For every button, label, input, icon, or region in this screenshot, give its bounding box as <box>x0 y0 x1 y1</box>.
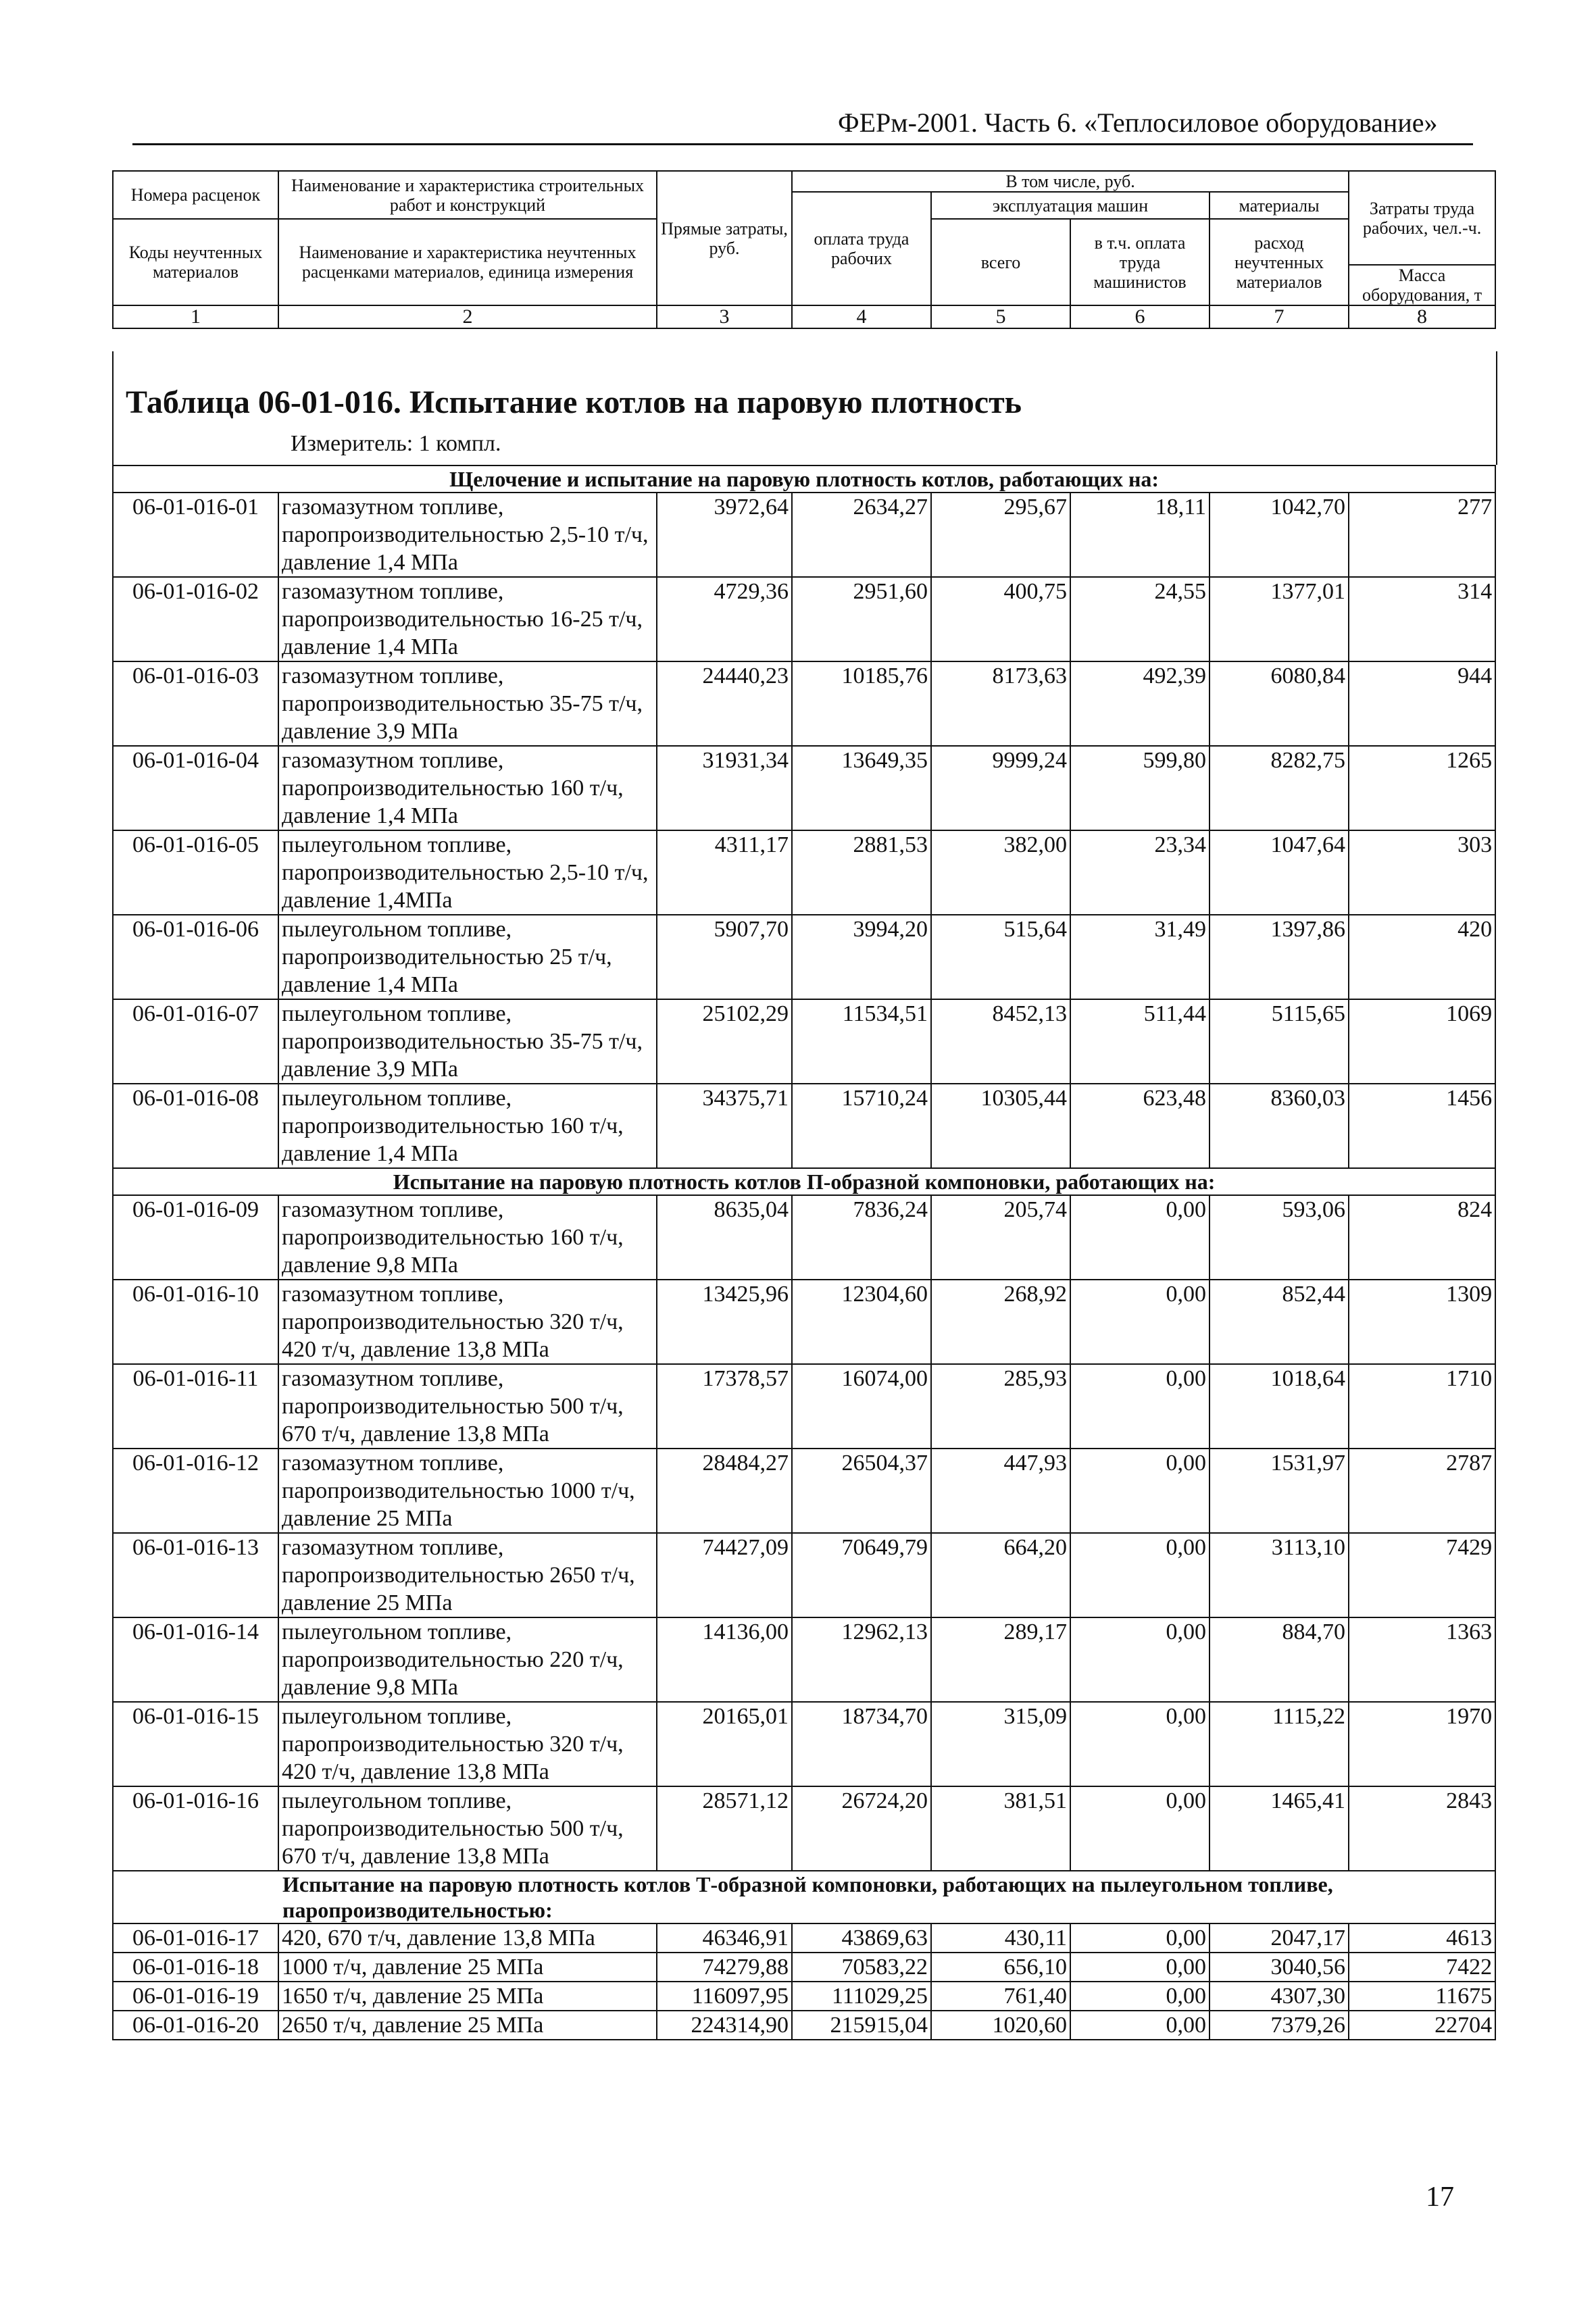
machine-costs: 295,67 <box>931 493 1070 577</box>
machine-costs: 664,20 <box>931 1533 1070 1617</box>
rate-code: 06-01-016-16 <box>113 1786 278 1871</box>
machinist-pay: 0,00 <box>1070 1533 1210 1617</box>
material-costs: 1042,70 <box>1210 493 1349 577</box>
section-row <box>113 466 1495 493</box>
machine-costs: 289,17 <box>931 1617 1070 1702</box>
material-costs: 7379,26 <box>1210 2011 1349 2040</box>
page-header: ФЕРм-2001. Часть 6. «Теплосиловое оборудование» <box>838 107 1438 138</box>
machinist-pay: 0,00 <box>1070 1195 1210 1280</box>
direct-costs: 25102,29 <box>657 999 792 1084</box>
machinist-pay: 0,00 <box>1070 1786 1210 1871</box>
material-costs: 1018,64 <box>1210 1364 1349 1449</box>
machine-costs: 1020,60 <box>931 2011 1070 2040</box>
section-title: Испытание на паровую плотность котлов П-образной компоновки, работающих на: <box>113 1168 1495 1195</box>
table-row <box>113 999 1495 1084</box>
worker-pay: 2951,60 <box>792 577 931 661</box>
worker-pay: 70649,79 <box>792 1533 931 1617</box>
header-labor: Затраты труда рабочих, чел.-ч. <box>1349 171 1495 265</box>
rate-code: 06-01-016-03 <box>113 661 278 746</box>
rate-code: 06-01-016-14 <box>113 1617 278 1702</box>
rates-table <box>112 465 1496 2040</box>
labor-hours: 4613 <box>1349 1923 1495 1953</box>
work-description: пылеугольном топливе, паропроизводительностью 35-75 т/ч, давление 3,9 МПа <box>278 999 657 1084</box>
labor-hours: 1970 <box>1349 1702 1495 1786</box>
work-description: газомазутном топливе, паропроизводительностью 320 т/ч, 420 т/ч, давление 13,8 МПа <box>278 1280 657 1364</box>
table-row <box>113 1449 1495 1533</box>
machine-costs: 268,92 <box>931 1280 1070 1364</box>
machinist-pay: 18,11 <box>1070 493 1210 577</box>
worker-pay: 12304,60 <box>792 1280 931 1364</box>
machinist-pay: 599,80 <box>1070 746 1210 830</box>
section-title: Испытание на паровую плотность котлов Т-образной компоновки, работающих на пылеугольном топливе, паропроизводительностью: <box>113 1871 1495 1923</box>
worker-pay: 12962,13 <box>792 1617 931 1702</box>
rate-code: 06-01-016-06 <box>113 915 278 999</box>
machinist-pay: 492,39 <box>1070 661 1210 746</box>
labor-hours: 420 <box>1349 915 1495 999</box>
worker-pay: 43869,63 <box>792 1923 931 1953</box>
worker-pay: 215915,04 <box>792 2011 931 2040</box>
material-costs: 1377,01 <box>1210 577 1349 661</box>
section-row <box>113 1168 1495 1195</box>
column-number: 5 <box>931 305 1070 328</box>
work-description: пылеугольном топливе, паропроизводительностью 320 т/ч, 420 т/ч, давление 13,8 МПа <box>278 1702 657 1786</box>
column-number: 8 <box>1349 305 1495 328</box>
direct-costs: 3972,64 <box>657 493 792 577</box>
table-row <box>113 1195 1495 1280</box>
table-row <box>113 1533 1495 1617</box>
labor-hours: 2787 <box>1349 1449 1495 1533</box>
material-costs: 8360,03 <box>1210 1084 1349 1168</box>
labor-hours: 824 <box>1349 1195 1495 1280</box>
work-description: газомазутном топливе, паропроизводительностью 500 т/ч, 670 т/ч, давление 13,8 МПа <box>278 1364 657 1449</box>
rate-code: 06-01-016-11 <box>113 1364 278 1449</box>
machinist-pay: 0,00 <box>1070 1702 1210 1786</box>
labor-hours: 7429 <box>1349 1533 1495 1617</box>
work-description: 1650 т/ч, давление 25 МПа <box>278 1982 657 2011</box>
material-costs: 1397,86 <box>1210 915 1349 999</box>
direct-costs: 20165,01 <box>657 1702 792 1786</box>
machinist-pay: 623,48 <box>1070 1084 1210 1168</box>
table-row <box>113 1953 1495 1982</box>
machine-costs: 8173,63 <box>931 661 1070 746</box>
machinist-pay: 0,00 <box>1070 2011 1210 2040</box>
worker-pay: 3994,20 <box>792 915 931 999</box>
rate-code: 06-01-016-12 <box>113 1449 278 1533</box>
column-number: 7 <box>1210 305 1349 328</box>
table-row <box>113 577 1495 661</box>
machine-costs: 205,74 <box>931 1195 1070 1280</box>
material-costs: 852,44 <box>1210 1280 1349 1364</box>
work-description: газомазутном топливе, паропроизводительностью 2,5-10 т/ч, давление 1,4 МПа <box>278 493 657 577</box>
worker-pay: 11534,51 <box>792 999 931 1084</box>
direct-costs: 5907,70 <box>657 915 792 999</box>
work-description: газомазутном топливе, паропроизводительностью 35-75 т/ч, давление 3,9 МПа <box>278 661 657 746</box>
material-costs: 6080,84 <box>1210 661 1349 746</box>
worker-pay: 26724,20 <box>792 1786 931 1871</box>
labor-hours: 11675 <box>1349 1982 1495 2011</box>
labor-hours: 1456 <box>1349 1084 1495 1168</box>
labor-hours: 303 <box>1349 830 1495 915</box>
direct-costs: 24440,23 <box>657 661 792 746</box>
machinist-pay: 0,00 <box>1070 1280 1210 1364</box>
machine-costs: 381,51 <box>931 1786 1070 1871</box>
work-description: пылеугольном топливе, паропроизводительностью 2,5-10 т/ч, давление 1,4МПа <box>278 830 657 915</box>
header-machine-total: всего <box>931 219 1070 305</box>
header-materials: материалы <box>1210 192 1349 219</box>
direct-costs: 34375,71 <box>657 1084 792 1168</box>
column-number: 1 <box>113 305 278 328</box>
worker-pay: 111029,25 <box>792 1982 931 2011</box>
rate-code: 06-01-016-07 <box>113 999 278 1084</box>
table-row <box>113 493 1495 577</box>
labor-hours: 1309 <box>1349 1280 1495 1364</box>
work-description: 1000 т/ч, давление 25 МПа <box>278 1953 657 1982</box>
work-description: газомазутном топливе, паропроизводительностью 2650 т/ч, давление 25 МПа <box>278 1533 657 1617</box>
header-material-usage: расход неучтенных материалов <box>1210 219 1349 305</box>
machine-costs: 10305,44 <box>931 1084 1070 1168</box>
work-description: пылеугольном топливе, паропроизводительностью 500 т/ч, 670 т/ч, давление 13,8 МПа <box>278 1786 657 1871</box>
rate-code: 06-01-016-05 <box>113 830 278 915</box>
table-row <box>113 1923 1495 1953</box>
machinist-pay: 31,49 <box>1070 915 1210 999</box>
direct-costs: 74279,88 <box>657 1953 792 1982</box>
table-row <box>113 915 1495 999</box>
table-row <box>113 1702 1495 1786</box>
rate-code: 06-01-016-15 <box>113 1702 278 1786</box>
rate-code: 06-01-016-20 <box>113 2011 278 2040</box>
material-costs: 1047,64 <box>1210 830 1349 915</box>
header-machinist-pay: в т.ч. оплата труда машинистов <box>1070 219 1210 305</box>
direct-costs: 46346,91 <box>657 1923 792 1953</box>
work-description: газомазутном топливе, паропроизводительностью 160 т/ч, давление 9,8 МПа <box>278 1195 657 1280</box>
table-row <box>113 661 1495 746</box>
table-row <box>113 1364 1495 1449</box>
direct-costs: 116097,95 <box>657 1982 792 2011</box>
header-rate-numbers: Номера расценок <box>113 171 278 219</box>
column-number: 4 <box>792 305 931 328</box>
machine-costs: 515,64 <box>931 915 1070 999</box>
machinist-pay: 23,34 <box>1070 830 1210 915</box>
labor-hours: 1265 <box>1349 746 1495 830</box>
header-including: В том числе, руб. <box>792 171 1349 192</box>
rate-code: 06-01-016-04 <box>113 746 278 830</box>
table-row <box>113 1280 1495 1364</box>
material-costs: 593,06 <box>1210 1195 1349 1280</box>
column-number: 3 <box>657 305 792 328</box>
direct-costs: 17378,57 <box>657 1364 792 1449</box>
material-costs: 4307,30 <box>1210 1982 1349 2011</box>
rate-code: 06-01-016-09 <box>113 1195 278 1280</box>
table-row <box>113 746 1495 830</box>
material-costs: 8282,75 <box>1210 746 1349 830</box>
table-row <box>113 1084 1495 1168</box>
direct-costs: 13425,96 <box>657 1280 792 1364</box>
machinist-pay: 0,00 <box>1070 1923 1210 1953</box>
labor-hours: 277 <box>1349 493 1495 577</box>
machinist-pay: 24,55 <box>1070 577 1210 661</box>
table-title-block <box>112 351 1497 465</box>
rate-code: 06-01-016-17 <box>113 1923 278 1953</box>
machinist-pay: 511,44 <box>1070 999 1210 1084</box>
header-worker-pay: оплата труда рабочих <box>792 192 931 305</box>
page-number: 17 <box>1426 2182 1454 2213</box>
worker-pay: 70583,22 <box>792 1953 931 1982</box>
labor-hours: 7422 <box>1349 1953 1495 1982</box>
machine-costs: 400,75 <box>931 577 1070 661</box>
section-title: Щелочение и испытание на паровую плотность котлов, работающих на: <box>113 466 1495 493</box>
header-equipment-mass: Масса оборудования, т <box>1349 265 1495 305</box>
machinist-pay: 0,00 <box>1070 1982 1210 2011</box>
worker-pay: 2634,27 <box>792 493 931 577</box>
worker-pay: 15710,24 <box>792 1084 931 1168</box>
work-description: 2650 т/ч, давление 25 МПа <box>278 2011 657 2040</box>
machinist-pay: 0,00 <box>1070 1449 1210 1533</box>
direct-costs: 28484,27 <box>657 1449 792 1533</box>
labor-hours: 1710 <box>1349 1364 1495 1449</box>
header-rule <box>132 143 1473 145</box>
labor-hours: 22704 <box>1349 2011 1495 2040</box>
header-machine-use: эксплуатация машин <box>931 192 1210 219</box>
material-costs: 884,70 <box>1210 1617 1349 1702</box>
machine-costs: 761,40 <box>931 1982 1070 2011</box>
rate-code: 06-01-016-02 <box>113 577 278 661</box>
material-costs: 3040,56 <box>1210 1953 1349 1982</box>
machine-costs: 430,11 <box>931 1923 1070 1953</box>
rate-code: 06-01-016-08 <box>113 1084 278 1168</box>
worker-pay: 2881,53 <box>792 830 931 915</box>
machinist-pay: 0,00 <box>1070 1953 1210 1982</box>
machine-costs: 9999,24 <box>931 746 1070 830</box>
work-description: газомазутном топливе, паропроизводительностью 160 т/ч, давление 1,4 МПа <box>278 746 657 830</box>
machinist-pay: 0,00 <box>1070 1617 1210 1702</box>
worker-pay: 16074,00 <box>792 1364 931 1449</box>
labor-hours: 944 <box>1349 661 1495 746</box>
work-description: 420, 670 т/ч, давление 13,8 МПа <box>278 1923 657 1953</box>
material-costs: 1465,41 <box>1210 1786 1349 1871</box>
work-description: газомазутном топливе, паропроизводительностью 1000 т/ч, давление 25 МПа <box>278 1449 657 1533</box>
rate-code: 06-01-016-19 <box>113 1982 278 2011</box>
table-row <box>113 830 1495 915</box>
machine-costs: 656,10 <box>931 1953 1070 1982</box>
material-costs: 2047,17 <box>1210 1923 1349 1953</box>
material-costs: 5115,65 <box>1210 999 1349 1084</box>
work-description: пылеугольном топливе, паропроизводительностью 160 т/ч, давление 1,4 МПа <box>278 1084 657 1168</box>
header-material-name: Наименование и характеристика неучтенных расценками материалов, единица измерения <box>278 219 657 305</box>
direct-costs: 14136,00 <box>657 1617 792 1702</box>
column-number: 6 <box>1070 305 1210 328</box>
machine-costs: 8452,13 <box>931 999 1070 1084</box>
labor-hours: 1069 <box>1349 999 1495 1084</box>
table-row <box>113 1617 1495 1702</box>
header-material-codes: Коды неучтенных материалов <box>113 219 278 305</box>
column-header-table <box>112 170 1496 329</box>
table-row <box>113 1786 1495 1871</box>
direct-costs: 28571,12 <box>657 1786 792 1871</box>
rate-code: 06-01-016-01 <box>113 493 278 577</box>
machine-costs: 382,00 <box>931 830 1070 915</box>
direct-costs: 224314,90 <box>657 2011 792 2040</box>
machinist-pay: 0,00 <box>1070 1364 1210 1449</box>
machine-costs: 447,93 <box>931 1449 1070 1533</box>
labor-hours: 1363 <box>1349 1617 1495 1702</box>
header-work-name: Наименование и характеристика строительных работ и конструкций <box>278 171 657 219</box>
direct-costs: 74427,09 <box>657 1533 792 1617</box>
direct-costs: 4311,17 <box>657 830 792 915</box>
work-description: газомазутном топливе, паропроизводительностью 16-25 т/ч, давление 1,4 МПа <box>278 577 657 661</box>
worker-pay: 7836,24 <box>792 1195 931 1280</box>
direct-costs: 4729,36 <box>657 577 792 661</box>
material-costs: 3113,10 <box>1210 1533 1349 1617</box>
direct-costs: 31931,34 <box>657 746 792 830</box>
worker-pay: 13649,35 <box>792 746 931 830</box>
section-row <box>113 1871 1495 1923</box>
measure-unit: Измеритель: 1 компл. <box>291 431 501 456</box>
rate-code: 06-01-016-10 <box>113 1280 278 1364</box>
rate-code: 06-01-016-18 <box>113 1953 278 1982</box>
table-row <box>113 2011 1495 2040</box>
table-row <box>113 1982 1495 2011</box>
rate-code: 06-01-016-13 <box>113 1533 278 1617</box>
header-direct-costs: Прямые затраты, руб. <box>657 171 792 305</box>
material-costs: 1531,97 <box>1210 1449 1349 1533</box>
machine-costs: 285,93 <box>931 1364 1070 1449</box>
worker-pay: 26504,37 <box>792 1449 931 1533</box>
direct-costs: 8635,04 <box>657 1195 792 1280</box>
column-number: 2 <box>278 305 657 328</box>
table-title: Таблица 06-01-016. Испытание котлов на паровую плотность <box>126 384 1022 420</box>
machine-costs: 315,09 <box>931 1702 1070 1786</box>
worker-pay: 10185,76 <box>792 661 931 746</box>
labor-hours: 2843 <box>1349 1786 1495 1871</box>
worker-pay: 18734,70 <box>792 1702 931 1786</box>
rates-table-body <box>113 466 1495 2040</box>
work-description: пылеугольном топливе, паропроизводительностью 220 т/ч, давление 9,8 МПа <box>278 1617 657 1702</box>
work-description: пылеугольном топливе, паропроизводительностью 25 т/ч, давление 1,4 МПа <box>278 915 657 999</box>
material-costs: 1115,22 <box>1210 1702 1349 1786</box>
labor-hours: 314 <box>1349 577 1495 661</box>
